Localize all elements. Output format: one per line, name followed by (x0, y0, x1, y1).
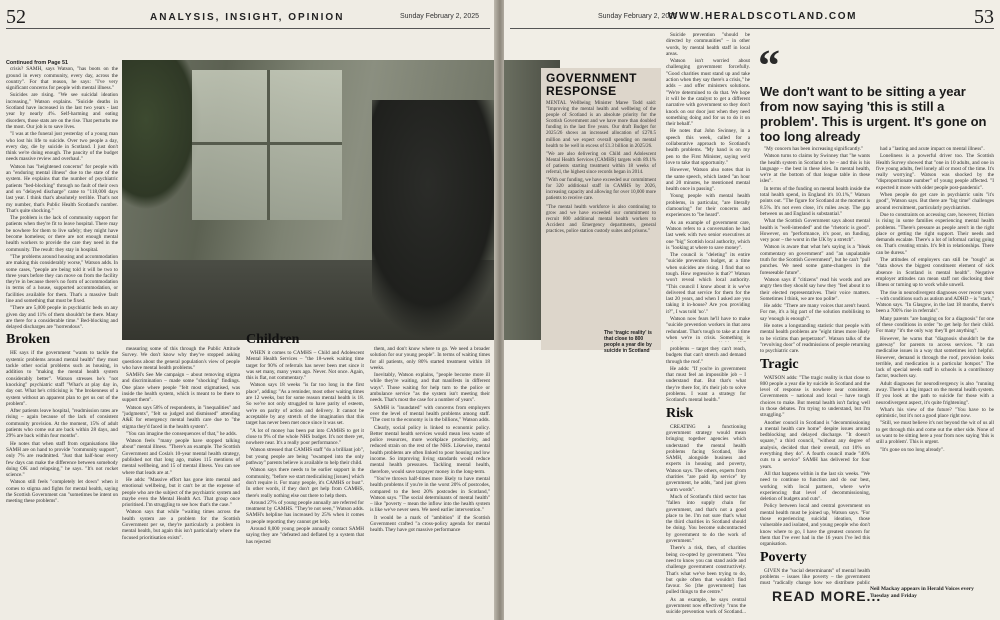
paragraph: "You can imagine the consequences of that," he adds. (126, 430, 237, 437)
paragraph: Watson still feels "completely let down" when it comes to stigma and fights for mental health, saying the Scottish Government can "sometimes be intent on meeting these problems". (6, 479, 118, 505)
paragraph: WHEN it comes to CAMHS – Child and Adolescent Mental Health Services – "the 18-week waiting time target for 90% of referrals has never been met since it was set many, many years ago. Never. Not once. Again, this is flat, not commentary." (246, 350, 364, 382)
article-column-5 (666, 346, 746, 616)
paragraph: He adds: "Massive effort has gone into mental and emotional wellbeing, but it can't be at the expense of people who are the subject of the psychiatric system and maybe even the Mental Health Act. That group once prioritised. I'm struggling to see how that's the case." (122, 476, 240, 509)
paragraph: SAMH is "inundated" with concerns from employers over the level of mental health problems among staff. "The cost to the economy is in the billions," Watson adds. (370, 404, 490, 424)
paragraph: measuring some of this through the Public Attitude Survey. We don't know why they've stopped asking questions about the general population's view of people who have mental health problems." (122, 346, 240, 371)
paragraph: "You've thrown half-times more likely to have mental health problems if you're in the worst 20% of postcodes, compared to the best 20% postcodes in Scotland," Watson says. "The social determinants of mental health" – like "poverty – mean the inflow into the health system is like we've never seen. We need earlier intervention." (370, 475, 490, 514)
paragraph: Watson is aware that what he's saying is a "bleak commentary on government" and "an unpalatable truth for the Scottish Government", but he can't "pull punches. We need some game-changers in the foreseeable future". (760, 244, 870, 276)
paragraph: He notes that when staff from organisations like SAMH are on hand to provide "community support", only 7% are readmitted. "Just that half-hour every few days can make the difference between somebody doing OK and relapsing," he says. "It's not rocket science." (6, 440, 118, 479)
paragraph: As an example of government care, Watson refers to a conversation he had last week with two senior executives at one "big" Scottish local authority, which is "looking at where to save money". (666, 219, 750, 251)
paragraph: In terms of the funding on mental health inside the total health spend, in England it's 10.1%," Watson points out. "The figure for Scotland at the moment is 8.5%. It's not even close, it's miles away. The gap between us and England is substantial." (760, 185, 870, 217)
paragraph: them, and don't know where to go. We need a broader solution for our young people". In terms of waiting times for all patients, only 80% started treatment within 18 weeks. (370, 346, 490, 371)
paragraph: Around 8,000 young people annually contact SAMH saying they are "defeated and deflated by a system that has rejected (246, 526, 364, 545)
paragraph: CREATING a functioning government strategy would mean bringing together agencies which understand the mental health problems facing Scotland, like SAMH, alongside business and experts in housing and poverty, Watson says. The others, experts from charities "are paid lip service" by government, he adds, "and just given warm words". (666, 423, 746, 493)
paragraph: Loneliness is a powerful driver too. The Scottish Health Survey showed that "one in 10 adults, and one in five young adults, feel lonely all or most of the time. It's really worrying". Watson was shocked by the "disproportionate number" of young people affected. "I expected it more with older people post-pandemic". (876, 153, 994, 191)
paragraph: What's his view of the future? "You have to be optimistic, but it's not a good place right now. (876, 406, 994, 420)
paragraph: Watson isn't worried about challenging government forcefully. "Good charities must stand up and take action when they say there's a crisis," he adds – and offer ministers solutions. "We're determined to do that. We hope it will be the catalyst to get a different narrative with government so they don't knock on our door just when they need something doing and for us to do it on their behalf." (666, 58, 750, 128)
paragraph: The problem is the lack of community support for patients when they're fit to leave hospital. There may be nowhere for them to live safely; they might have become homeless; or there are not enough mental health workers to provide the care they need in the community. The result: they stay in hospital. (6, 215, 118, 253)
article-column-1 (6, 60, 118, 615)
photo-silhouette (372, 100, 494, 340)
paragraph: When people do get care in psychiatric units "it's good", Watson says. But there are "big time" challenges around recruitment, particularly psychiatrists. (876, 192, 994, 211)
paragraph: Watson says that while "waiting times across the health system are a problem for the Scottish Government per se, they're particularly a problem in mental health, but again this isn't particularly where the focused prioritisation exists". (122, 509, 240, 541)
column-7b-paragraphs (760, 568, 870, 586)
paragraph: "A lot of money has been put into CAMHS to get it close to 9% of the whole NHS budget. It's not there yet, nowhere near. It's a really poor performance." (246, 427, 364, 447)
column-tragic-paragraphs (760, 375, 870, 548)
paragraph: However, he warns that "diagnosis shouldn't be the gateway" for parents to access services. "It can medicalise issues in a way that sometimes isn't helpful. However, demand is through the roof, provision looks terrible, and medication is a particular hotspot." The lack of special needs staff in schools is a contributory factor, teachers say. (876, 335, 994, 380)
issue-date: Sunday February 2, 2025 (400, 13, 479, 20)
paragraph: He adds: "There are many voices that aren't heard. For me, it's a big part of the solution mobilising to say 'enough is enough'". (760, 303, 870, 322)
government-response-box (541, 68, 661, 350)
quote-mark-icon: “ (758, 41, 780, 90)
paragraph: Watson turns to claims by Swinney that "he wants the health system in Scotland to be – and this is his language – the best in these isles. In mental health, we're at the bottom of that league table in these isles". (760, 153, 870, 185)
paragraph: "I was at the funeral just yesterday of a young man who lost his life to suicide. Over two people a day, every day, die by suicide in Scotland. I just don't think we're doing enough. The paucity of the budget needs massive review and overhaul." (6, 131, 118, 163)
paragraph: Policy between local and central government on mental health must be joined up, Watson says. "For those experiencing suicidal ideation, those vulnerable and isolated, and young people who don't know where to go, I have the greatest concern for them that I've ever had in the 16 years I've led this organisation. (760, 503, 870, 548)
header-rule-right (510, 28, 994, 29)
column-4-paragraphs (370, 346, 490, 534)
article-column-7 (760, 146, 870, 586)
subheading-broken: Broken (6, 332, 51, 348)
read-more-label: READ MORE... (772, 588, 882, 604)
government-response-text (546, 101, 656, 235)
column-6-paragraphs (666, 32, 750, 342)
paragraph: problems – target they can't reach, budgets that can't stretch and demand through the roof." (666, 346, 746, 365)
paragraph: "With our funding, we have exceeded our commitment for 320 additional staff in CAMHS by 2026, increasing capacity and allowing for over 10,000 more patients to receive care. (546, 178, 656, 202)
paragraph: "The mental health workforce is also continuing to grow and we have exceeded our commitment to recruit 800 additional mental health workers to Accident and Emergency departments, general practices, police station custody suites and prisons." (546, 204, 656, 234)
column-8-paragraphs (876, 146, 994, 453)
page-number: 52 (6, 6, 26, 28)
paragraph: "My concern has been increasing significantly." (764, 146, 864, 152)
paragraph: What the Scottish Government says about mental health is "well-intended" and the "rhetoric is good". However, on "performance, it's poor, on funding, very poor – the worst in the UK by a stretch". (760, 218, 870, 244)
photo-caption: The 'tragic reality' is that close to 800 people a year die by suicide in Scotland (604, 330, 652, 354)
paragraph: SAMH's See Me campaign – about removing stigma and discrimination – made some "shocking" findings. One place where people "felt most stigmatised, was inside the health system, which is meant to be there to support them". (122, 372, 240, 404)
paragraph: The rise in neurodivergent diagnoses over recent years – with conditions such as autism and ADHD – is "stark," Watson says. "In Glasgow, in the last 18 months, there's been a 700% rise in referrals". (876, 289, 994, 315)
left-page (0, 0, 496, 620)
section-title: ANALYSIS, INSIGHT, OPINION (150, 12, 345, 23)
article-photo (122, 60, 494, 340)
paragraph: Watson now fears he'll have to make "suicide prevention workers in that area redundant. That's tough to take at a time when we're in crisis. Something is (666, 316, 750, 341)
paragraph: Watson says 18 weeks "is far too long in the first place", adding: "As a reminder, most other waiting times are 12 weeks, but for some reason mental health is 18. So we've not only struggled to have parity of esteem, we're on parity of action and delivery. It cannot be acceptable by any stretch of the imagination that this target has never been met once since it was set. (246, 382, 364, 427)
paragraph: Watson says 58% of respondents, in "inequalities" and "judgments", "felt so judged and dismissed" attending A&E for emergency mental health care due to "the stigma they'd faced in the health system". (122, 404, 240, 430)
paragraph: HE says if the government "wants to tackle the systemic problems around mental health" they must tackle other social problems such as housing, in addition to "making the mental health system considerably better". Watson stresses he's "not knocking" psychiatric staff "What's at play day in, day out. What he's criticising is "the brokenness of a system without an apparent plan to get us out of the problem". (6, 350, 118, 407)
paragraph: It would be a mark of "ambition" if the Scottish Government crafted "a cross-policy agenda for mental health. They have got massive performance (370, 514, 490, 534)
paragraph: As an example, he says central government now effectively "runs the suicide prevention work of Scotland... (666, 596, 746, 616)
subheading-risk: Risk (666, 405, 694, 421)
paragraph: Due to constraints on accessing care, however, friction is rising in some families experiencing mental health problems. "There's pressure as people aren't in the right place or getting the right support. Their needs and demands escalate. There's a lot of informal caring going on. That's creating strain. It's felt in relationships. There can be duress." (876, 211, 994, 256)
column-1-paragraphs (6, 66, 118, 330)
paragraph: He notes that John Swinney, in a speech this week, called for a collaborative approach to Scotland's health problems. "My hand is on my pen to the First Minister, saying we'd love to take that opportunity." (666, 128, 750, 166)
paragraph: "We are also delivering on Child and Adolescent Mental Health Services (CAMHS) targets with 89.1% of patients starting treatment within 18 weeks of referral, the highest since records began in 2014. (546, 151, 656, 176)
subheading-tragic: Tragic (760, 356, 799, 372)
paragraph: Another council in Scotland is "decommissioning a mental health care home" despite issues around bedblocking and delayed discharge. "It doesn't square," a third council, "without any degree of analysis, decided that their overall, cut 10% on everything they do". A fourth council made "40% cuts to a service" SAMH has delivered for four years. (760, 419, 870, 470)
paragraph: MENTAL Wellbeing Minister Maree Todd said: "Improving the mental health and wellbeing of the people of Scotland is an absolute priority for the Scottish Government and we have more than doubled funding in the last five years. Our draft Budget for 2025/26 shows an increased allocation of £270.5 million and we expect overall spending on mental health to be well in excess of £1.3 billion in 2025/26. (546, 101, 656, 149)
article-column-2 (122, 346, 240, 616)
paragraph: Suicide prevention "should be directed by communities" – in other words, by mental health staff in local areas. (666, 32, 750, 57)
article-column-3 (246, 330, 364, 616)
paragraph: There's a risk, then, of charities being co-opted by government. "You need to know you can stand aside and challenge government constructively. That's what we've been trying to do, but quite often that wouldn't find favour. So [the government] has pulled things to the centre." (666, 545, 746, 596)
paragraph: The attitudes of employers can still be "tough" as "data shows the biggest constituent element of sick absence in Scotland is mental health". Negative employer attitudes can mean staff not disclosing their illness or turning up to work while unwell. (876, 257, 994, 289)
paragraph: "Still, we must believe it's not beyond the wit of us all to get through this and come out the other side. None of us want to be sitting here a year from now saying 'this is still a problem'. This is urgent. (876, 420, 994, 446)
read-more-description: Neil Mackay appears in Herald Voices every Tuesday and Friday (870, 586, 974, 599)
paragraph: Adult diagnoses for neurodivergency is also "running away. There's a big impact on the mental health system. If you look at the path to suicide for those with a neurodivergent aspect, it's quite frightening". (876, 380, 994, 406)
column-5-paragraphs (666, 346, 746, 404)
article-column-8 (876, 146, 994, 582)
column-2-paragraphs (122, 346, 240, 541)
paragraph: Watson stressed that CAMHS staff "do a brilliant job", but young people are being "swamped into the only pathway" parents believe is available to help their child. (246, 447, 364, 467)
paragraph: Much of Scotland's third sector has "fallen into supply chain for government, and that's not a good place to be. I'm not sure that's what the third charities in Scotland should be doing. You become subcontracted by government to do the work of government." (666, 493, 746, 545)
column-7-paragraphs (760, 146, 870, 355)
government-response-heading: GOVERNMENT RESPONSE (546, 71, 638, 98)
paragraph: However, Watson also notes that in the same speech, which lasted "an hour and 20 minutes, he mentioned mental health once in passing". (666, 167, 750, 193)
pull-quote: We don't want to be sitting a year from now saying 'this is still a problem'. This is urgent. It's gone on too long already (760, 84, 987, 144)
paragraph: Clearly, social policy is linked to economic policy. Better mental health services would mean less waste of police resources, more workplace productivity, and reduced strain on the rest of the NHS. Likewise, mental health problems are often linked to poor housing and low income. So improving living standards would reduce mental health pressures. Tackling mental health, therefore, would save taxpayer money in the long-term. (370, 424, 490, 475)
photo-plant (122, 60, 202, 210)
subheading-children: Children (246, 332, 300, 347)
paragraph: He adds: "If you're in government that must feel an impossible job – I understand that. But that's what they're there for, it's their job to solve problems. I want a strategy for Scotland's mental health." (666, 365, 746, 404)
paragraph: "It's gone on too long already". (880, 446, 945, 453)
column-3-paragraphs (246, 350, 364, 545)
paragraph: All that happens within in the last six weeks. "We need to continue to function and do our best, working with local partners, where we're experiencing that level of decommissioning, deletion of budgets and cuts". (760, 470, 870, 503)
continued-note: Continued from Page 51 (6, 60, 69, 66)
paragraph: Watson feels "many people have stopped talking about" mental illness. "There's an example. The Scottish Government and Cosla's 10-year mental health strategy, published not that long ago, makes 115 mentions of mental wellbeing, and 15 of mental illness. You can see where that leads are at." (122, 438, 240, 476)
article-column-6 (666, 32, 750, 342)
paragraph: Suicides are rising. "We see suicidal ideation increasing," Watson explains. "Suicide deaths in Scotland have increased in the last two years - last year by nearly 4%. Self-harming and eating disorders, those stats are on the rise. That perturbs me the most. Our job is to save lives. (6, 92, 118, 130)
subheading-poverty: Poverty (760, 549, 807, 565)
paragraph: Young people with mental health problems, in particular, "are literally clamouring" for their concerns and experiences to "be heard". (666, 193, 750, 219)
paragraph: "The problems around housing and accommodation are making this considerably worse," Watson adds. In some cases, "people are being told it will be two to three years before they can move on from the facility they're in because there's no form of accommodation in terms of a house, supported accommodation, or facilities available for them. That's a massive fault line and something that must be fixed. (6, 253, 118, 304)
paragraph: had a "lasting and acute impact on mental illness". (880, 146, 985, 152)
paragraph: Inevitably, Watson explains, "people become more ill while they're waiting, and that manifests in different ways". Those waiting for help turn to the police or ambulance service "as the system isn't meeting their needs. That's most the case for a number of years". (370, 372, 490, 404)
paragraph: WATSON adds: "The tragic reality is that close to 800 people a year die by suicide in Scotland and the level of response is nowhere near consistent. Governments – national and local – have tough choices to make. But mental health isn't faring well in those debates. I'm trying to understand, but I'm struggling." (760, 374, 870, 419)
column-1b-paragraphs (6, 350, 118, 504)
issue-date-right: Sunday February 2, 2025 (598, 13, 677, 20)
header-rule (6, 28, 490, 29)
column-5b-paragraphs (666, 424, 746, 616)
article-column-4 (370, 346, 490, 616)
page-number-right: 53 (974, 6, 994, 28)
paragraph: crisis? SAMH, says Watson, "has boots on the ground in every community, every day, across the country". For that reason, he says: "I've very significant concerns for people with mental illness." (6, 66, 118, 92)
paragraph: The council is "deleting" its entire "suicide prevention budget, at a time when suicides are rising. I find that so tough. How regressive is that?" Watson won't reveal which local authority. "This council I know about it is we've delivered that service for them for the last 20 years, and when I asked are you taking it in-house? Are you providing it?", I was told 'no'." (666, 252, 750, 315)
paragraph: He notes a longstanding statistic that people with mental health problems are "eight times more likely to be victims than perpetrator". Watson talks of the "revolving door" of readmissions of people returning to psychiatric care. (760, 323, 870, 355)
paragraph: Watson has "heightened concerns" for people with an "enduring mental illness" due to the state of the system. He explains that the number of psychiatric patients "bed-blocking" through no fault of their own and on "delayed discharge" came to "118,000 days last year. I think that's absolutely terrible. That's not my number, that's Public Health Scotland's number. That's quite shocking." (6, 163, 118, 214)
paragraph: After patients leave hospital, "readmission rates are rising – again because of the lack of consistent community provision. At the moment, 15% of adult patients who come out are back within 28 days, and 29% are back within four months". (6, 408, 118, 440)
paragraph: Around 27% of young people annually are referred for treatment by CAMHS. "They're not seen," Watson adds. SAMH's helpline has increased by 25% when it comes to people reporting they cannot get help. (246, 499, 364, 525)
paragraph: GIVEN the "social determinants" of mental health problems – issues like poverty – the government must "radically change how we distribute public (760, 567, 870, 586)
paragraph: Watson says there needs to be earlier support in the community, "before we start medicalising [issues] which don't require it. For many people, it's CAMHS or bust". In other words, if they don't get help from CAMHS, there's really nothing else out there to help them. (246, 467, 364, 499)
paragraph: "There are 5,000 people in psychiatric beds on any given day and 11% of them shouldn't be there. Many are there for a considerable time." Bed-blocking and delayed discharges are "horrendous". (6, 305, 118, 331)
paragraph: Many parents "are banging on for a diagnosis" for one of these conditions in order "to get help for their child. For many "it's the only way they'll get anything". (876, 315, 994, 335)
website-url: WWW.HERALDSCOTLAND.COM (668, 11, 858, 22)
paragraph: Watson says if "citizens" read his words and are angry then they should say how they "feel about it to their elected representatives. Their voice matters. Sometimes I think, we are too polite". (760, 276, 870, 302)
